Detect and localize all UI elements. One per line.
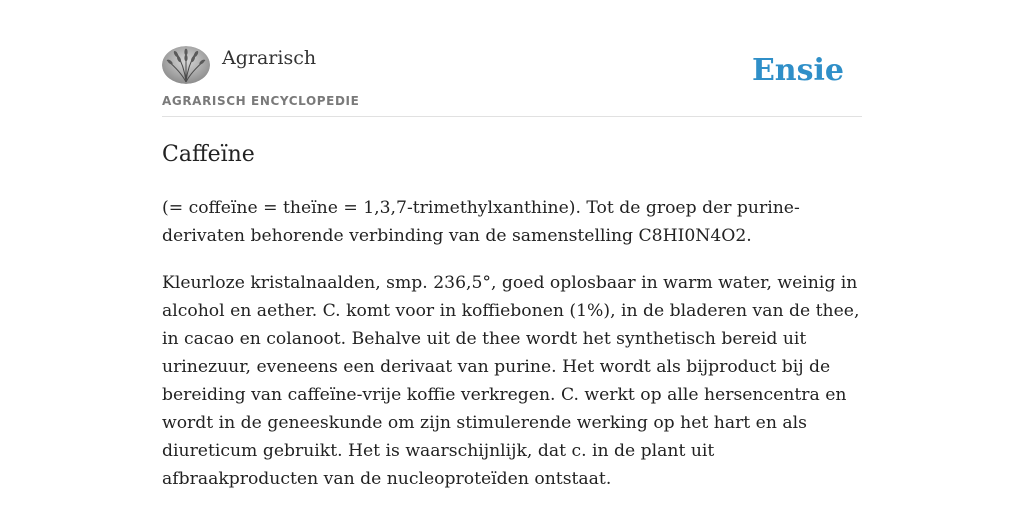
brand-logo-link[interactable]: Ensie: [751, 53, 844, 88]
source-name-link[interactable]: Agrarisch: [222, 47, 317, 69]
article-paragraph-2: Kleurloze kristalnaalden, smp. 236,5°, goed oplosbaar in warm water, weinig in alcohol en aether. C. komt voor in koffiebonen (1%), in de bladeren van de thee, in cacao en colanoot. Behalve uit de thee wordt het synthetisch bereid uit urinezuur, eveneens een derivaat van purine. Het wordt als bijproduct bij de bereiding van caffeïne-vrije koffie verkregen. C. werkt op alle hersencentra en wordt in de geneeskunde om zijn stimulerende werking op het hart en als diureticum gebruikt. Het is waarschijnlijk, dat c. in de plant uit afbraakproducten van de nucleoproteïden ontstaat.: [162, 273, 860, 489]
article-paragraph-1: (= coffeïne = theïne = 1,3,7-trimethylxanthine). Tot de groep der purine-derivaten behorende verbinding van de samenstelling C8HI0N4O2.: [162, 198, 800, 246]
wheat-logo-graphic: [162, 46, 210, 84]
source-subtitle: AGRARISCH ENCYCLOPEDIE: [162, 94, 360, 108]
wheat-logo-icon[interactable]: [162, 46, 210, 84]
header: [162, 46, 862, 117]
article: [162, 140, 862, 512]
article-title: Caffeïne: [162, 142, 255, 167]
